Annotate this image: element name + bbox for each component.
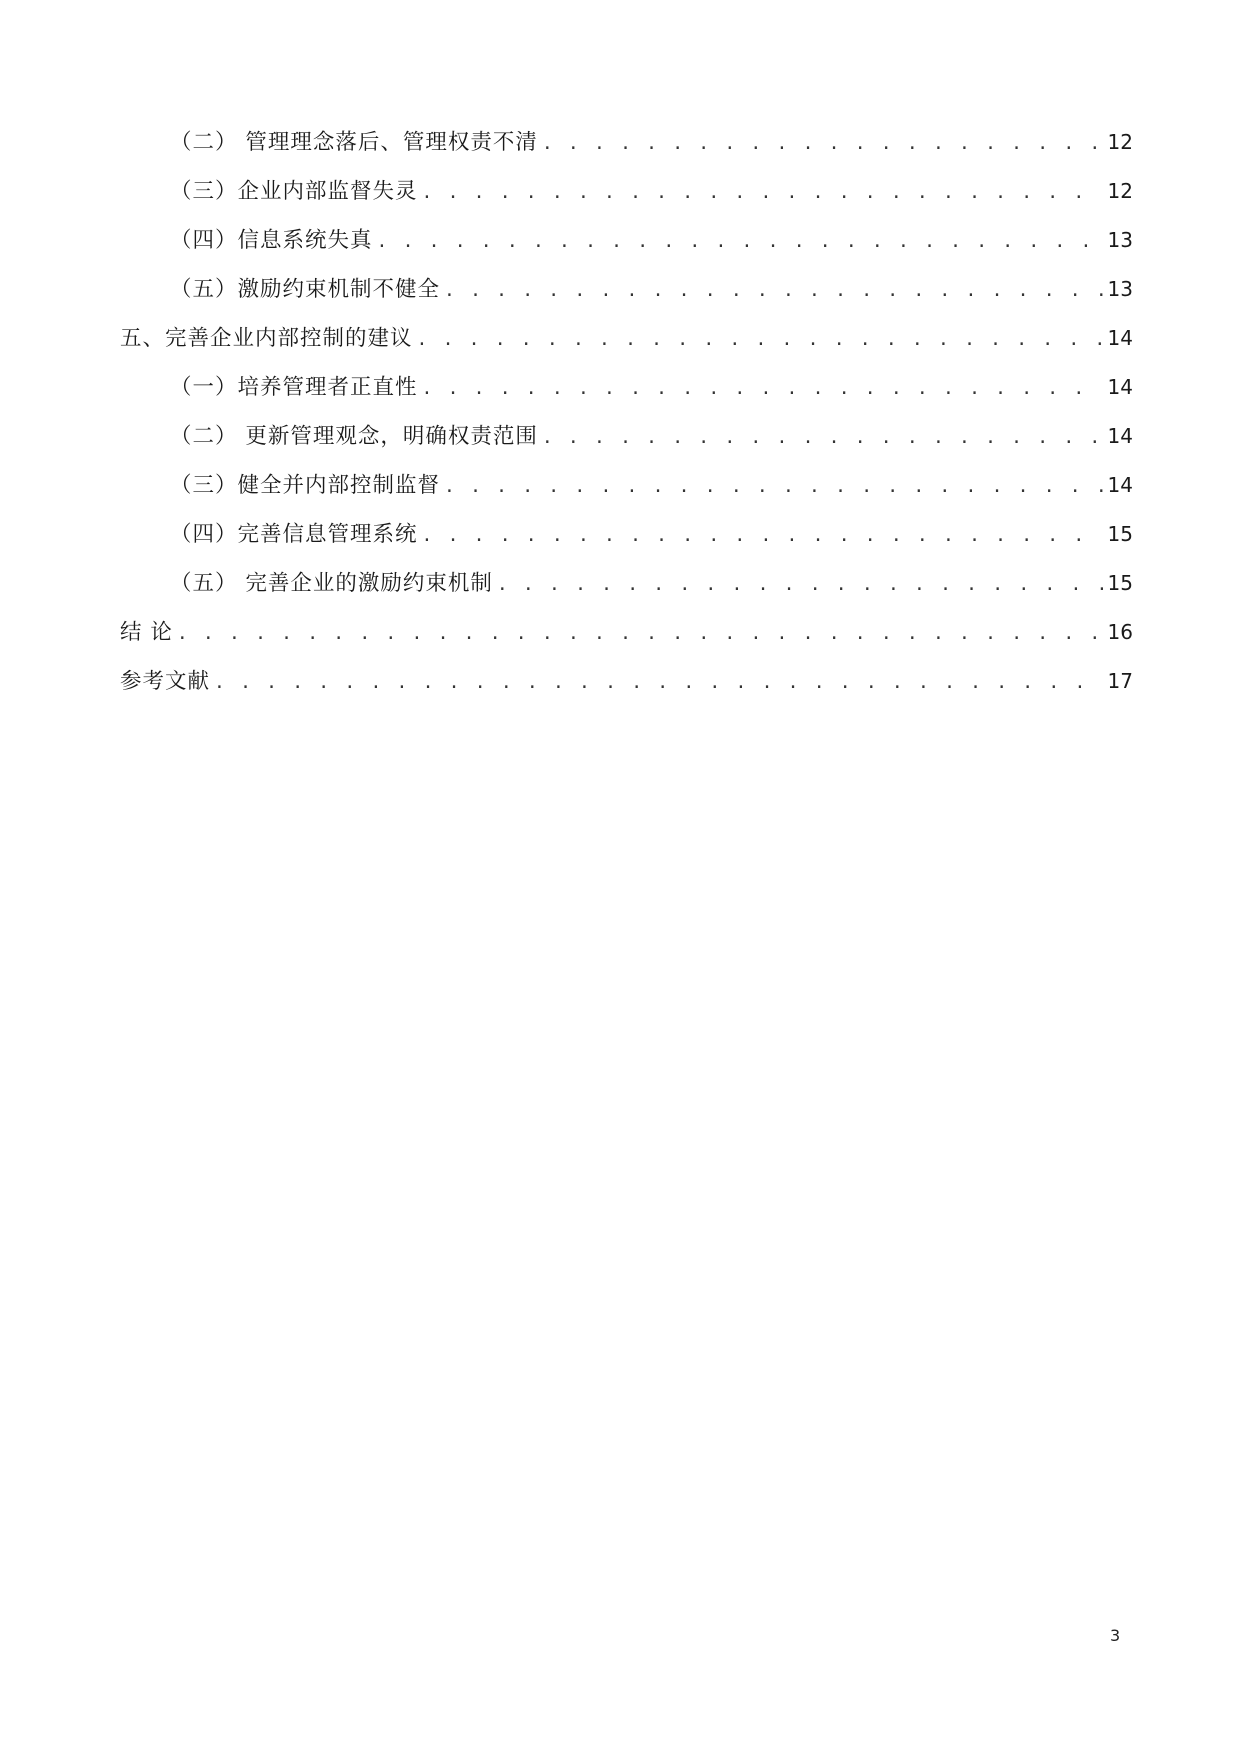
toc-entry[interactable]: [120, 559, 1133, 608]
toc-entry-title: （二） 更新管理观念，明确权责范围: [170, 424, 538, 449]
toc-leader-dots: [542, 413, 1103, 462]
toc-entry-page: 14: [1107, 375, 1133, 399]
toc-entry-page: 14: [1107, 326, 1133, 350]
toc-entry-title: （五）激励约束机制不健全: [170, 277, 441, 302]
toc-leader-dots: [497, 560, 1103, 609]
toc-leader-dots: [542, 119, 1103, 168]
toc-entry-title: （二） 管理理念落后、管理权责不清: [170, 130, 538, 155]
toc-leader-dots: [417, 315, 1103, 364]
toc-entry-page: 12: [1107, 179, 1133, 203]
page-number: 3: [1110, 1626, 1121, 1645]
toc-entry-title: （三）企业内部监督失灵: [170, 179, 418, 204]
toc-entry-title: （五） 完善企业的激励约束机制: [170, 571, 493, 596]
toc-entry[interactable]: [120, 118, 1133, 167]
toc-leader-dots: [422, 364, 1103, 413]
toc-leader-dots: [377, 217, 1103, 266]
toc-leader-dots: [214, 658, 1103, 707]
toc-entry-title: （四）完善信息管理系统: [170, 522, 418, 547]
toc-entry-title: （一）培养管理者正直性: [170, 375, 418, 400]
toc-leader-dots: [444, 266, 1103, 315]
toc-entry[interactable]: [120, 216, 1133, 265]
toc-entry-page: 16: [1107, 620, 1133, 644]
toc-leader-dots: [444, 462, 1103, 511]
toc-entry-page: 12: [1107, 130, 1133, 154]
toc-entry[interactable]: [120, 510, 1133, 559]
toc-entry[interactable]: [120, 314, 1133, 363]
toc-entry-title: （三）健全并内部控制监督: [170, 473, 441, 498]
toc-entry-page: 17: [1107, 669, 1133, 693]
toc-entry-page: 15: [1107, 522, 1133, 546]
toc-entry-title: 参考文献: [120, 669, 211, 694]
toc-entry[interactable]: [120, 363, 1133, 412]
toc-entry-page: 13: [1107, 277, 1133, 301]
toc-entry-page: 14: [1107, 424, 1133, 448]
toc-leader-dots: [422, 168, 1103, 217]
toc-entry-title: 结 论: [120, 620, 173, 645]
toc-entry[interactable]: [120, 461, 1133, 510]
toc-entry[interactable]: [120, 608, 1133, 657]
table-of-contents: [120, 118, 1133, 706]
toc-entry[interactable]: [120, 167, 1133, 216]
toc-entry-title: 五、完善企业内部控制的建议: [120, 326, 413, 351]
toc-leader-dots: [422, 511, 1103, 560]
toc-leader-dots: [177, 609, 1103, 658]
toc-entry-page: 15: [1107, 571, 1133, 595]
toc-entry[interactable]: [120, 412, 1133, 461]
toc-entry[interactable]: [120, 657, 1133, 706]
toc-entry-page: 13: [1107, 228, 1133, 252]
toc-entry[interactable]: [120, 265, 1133, 314]
toc-entry-page: 14: [1107, 473, 1133, 497]
toc-entry-title: （四）信息系统失真: [170, 228, 373, 253]
